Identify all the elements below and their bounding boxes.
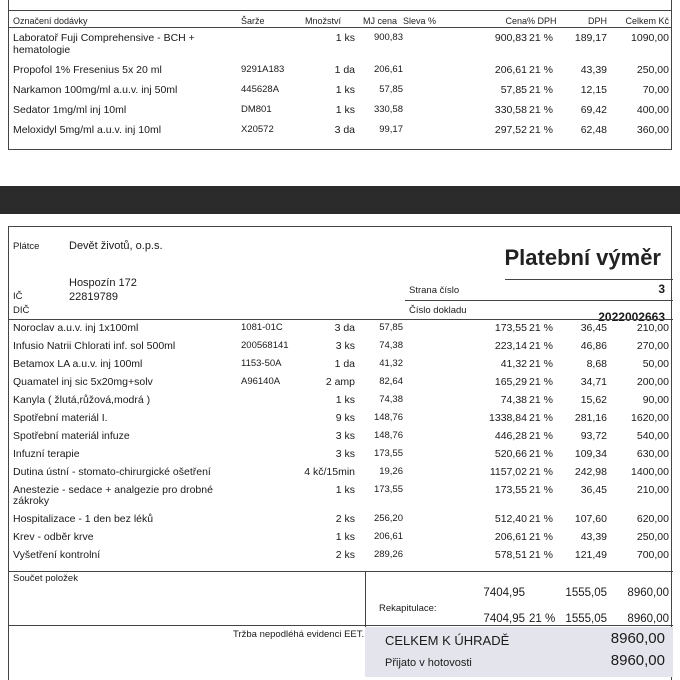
eet-note: Tržba nepodléhá evidenci EET. bbox=[233, 629, 365, 640]
header-discount: Sleva % bbox=[403, 16, 437, 26]
row-name1: Infuzní terapie bbox=[13, 448, 80, 460]
row-name1: Narkamon 100mg/ml a.u.v. inj 50ml bbox=[13, 84, 178, 96]
header-unit-price: MJ cena bbox=[363, 16, 398, 26]
row-qty: 3 ks bbox=[335, 340, 355, 352]
row-vat: 93,72 bbox=[580, 430, 607, 442]
total-due-label: CELKEM K ÚHRADĚ bbox=[385, 633, 510, 648]
row-vat: 43,39 bbox=[580, 531, 607, 543]
row-price: 1338,84 bbox=[489, 412, 527, 424]
row-vat: 189,17 bbox=[574, 32, 607, 44]
recap-vat-pct: 21 % bbox=[529, 613, 556, 625]
row-vat: 46,86 bbox=[580, 340, 607, 352]
page-number-value: 3 bbox=[658, 282, 665, 296]
row-vat: 36,45 bbox=[580, 322, 607, 334]
rule bbox=[505, 279, 673, 280]
row-total: 50,00 bbox=[642, 358, 669, 370]
ic-value: 22819789 bbox=[69, 291, 118, 303]
rule bbox=[9, 319, 673, 320]
dic-label: DIČ bbox=[13, 305, 30, 316]
row-qty: 2 ks bbox=[335, 549, 355, 561]
recap-total: 8960,00 bbox=[627, 613, 669, 625]
row-total: 400,00 bbox=[636, 104, 669, 116]
doc-number-label: Číslo dokladu bbox=[409, 305, 467, 316]
row-price: 206,61 bbox=[494, 531, 527, 543]
row-total: 630,00 bbox=[636, 448, 669, 460]
row-qty: 1 ks bbox=[335, 394, 355, 406]
row-price: 446,28 bbox=[494, 430, 527, 442]
ic-label: IČ bbox=[13, 291, 23, 302]
row-vat-pct: 21 % bbox=[529, 124, 553, 136]
row-vat: 43,39 bbox=[580, 64, 607, 76]
sum-label: Součet položek bbox=[13, 573, 78, 584]
header-price: Cena bbox=[505, 16, 527, 26]
sum-price: 7404,95 bbox=[483, 587, 525, 599]
payer-address: Hospozín 172 bbox=[69, 277, 137, 289]
recap-label: Rekapitulace: bbox=[379, 603, 437, 614]
row-total: 620,00 bbox=[636, 513, 669, 525]
row-vat-pct: 21 % bbox=[529, 484, 553, 496]
payer-label: Plátce bbox=[13, 241, 40, 252]
row-name1: Meloxidyl 5mg/ml a.u.v. inj 10ml bbox=[13, 124, 162, 136]
row-total: 210,00 bbox=[636, 484, 669, 496]
row-qty: 3 da bbox=[334, 124, 355, 136]
row-qty: 3 ks bbox=[335, 430, 355, 442]
sum-total: 8960,00 bbox=[627, 587, 669, 599]
row-total: 1090,00 bbox=[631, 32, 669, 44]
row-price: 900,83 bbox=[494, 32, 527, 44]
row-qty: 1 ks bbox=[335, 32, 355, 44]
row-total: 1620,00 bbox=[631, 412, 669, 424]
row-vat-pct: 21 % bbox=[529, 32, 553, 44]
sum-vat: 1555,05 bbox=[565, 587, 607, 599]
row-name1: Dutina ústní - stomato-chirurgické ošetření bbox=[13, 466, 211, 478]
row-vat: 62,48 bbox=[580, 124, 607, 136]
row-name1: Sedator 1mg/ml inj 10ml bbox=[13, 104, 127, 116]
recap-vat: 1555,05 bbox=[565, 613, 607, 625]
row-vat-pct: 21 % bbox=[529, 513, 553, 525]
row-vat-pct: 21 % bbox=[529, 430, 553, 442]
row-price: 41,32 bbox=[500, 358, 527, 370]
row-batch: 445628A bbox=[241, 84, 280, 95]
row-batch: A96140A bbox=[241, 376, 281, 387]
row-price: 165,29 bbox=[494, 376, 527, 388]
row-unit-price: 74,38 bbox=[379, 340, 403, 351]
row-batch: 1081-01C bbox=[241, 322, 283, 333]
row-total: 270,00 bbox=[636, 340, 669, 352]
row-vat-pct: 21 % bbox=[529, 549, 553, 561]
row-unit-price: 148,76 bbox=[373, 412, 403, 423]
row-name-continued: zákroky bbox=[13, 495, 50, 507]
table-header bbox=[9, 10, 671, 28]
row-name1: Infusio Natrii Chlorati inf. sol 500ml bbox=[13, 340, 176, 352]
row-qty: 2 amp bbox=[325, 376, 355, 388]
row-total: 90,00 bbox=[642, 394, 669, 406]
row-vat: 15,62 bbox=[580, 394, 607, 406]
invoice-page bbox=[8, 226, 672, 680]
invoice-page-previous bbox=[8, 0, 672, 150]
row-batch: 1153-50A bbox=[241, 358, 282, 369]
row-vat-pct: 21 % bbox=[529, 466, 553, 478]
total-due-box bbox=[365, 627, 673, 677]
row-qty: 2 ks bbox=[335, 513, 355, 525]
header-vat-pct: % DPH bbox=[527, 16, 557, 26]
row-price: 173,55 bbox=[494, 484, 527, 496]
row-name-continued: hematologie bbox=[13, 44, 71, 56]
row-qty: 1 da bbox=[334, 64, 355, 76]
row-total: 70,00 bbox=[642, 84, 669, 96]
row-name1: Noroclav a.u.v. inj 1x100ml bbox=[13, 322, 139, 334]
row-vat: 8,68 bbox=[586, 358, 607, 370]
row-vat-pct: 21 % bbox=[529, 358, 553, 370]
row-unit-price: 206,61 bbox=[373, 531, 403, 542]
row-total: 540,00 bbox=[636, 430, 669, 442]
rule bbox=[405, 300, 673, 301]
row-unit-price: 173,55 bbox=[373, 448, 403, 459]
row-price: 512,40 bbox=[494, 513, 527, 525]
row-vat-pct: 21 % bbox=[529, 340, 553, 352]
row-unit-price: 57,85 bbox=[379, 84, 403, 95]
row-vat-pct: 21 % bbox=[529, 394, 553, 406]
document-title: Platební výměr bbox=[504, 245, 661, 270]
page-number-label: Strana číslo bbox=[409, 285, 460, 296]
paid-cash-label: Přijato v hotovosti bbox=[385, 657, 472, 669]
row-vat: 109,34 bbox=[574, 448, 607, 460]
row-vat-pct: 21 % bbox=[529, 64, 553, 76]
row-total: 700,00 bbox=[636, 549, 669, 561]
row-name1: Vyšetření kontrolní bbox=[13, 549, 101, 561]
rule bbox=[9, 625, 673, 626]
row-name1: Betamox LA a.u.v. inj 100ml bbox=[13, 358, 143, 370]
row-total: 1400,00 bbox=[631, 466, 669, 478]
row-name1: Propofol 1% Fresenius 5x 20 ml bbox=[13, 64, 162, 76]
row-name1: Kanyla ( žlutá,růžová,modrá ) bbox=[13, 394, 151, 406]
row-price: 330,58 bbox=[494, 104, 527, 116]
row-price: 223,14 bbox=[494, 340, 527, 352]
header-qty: Množství bbox=[305, 16, 342, 26]
row-qty: 1 ks bbox=[335, 531, 355, 543]
row-name1: Hospitalizace - 1 den bez léků bbox=[13, 513, 154, 525]
row-unit-price: 57,85 bbox=[379, 322, 403, 333]
row-total: 210,00 bbox=[636, 322, 669, 334]
row-unit-price: 289,26 bbox=[373, 549, 403, 560]
row-vat: 12,15 bbox=[580, 84, 607, 96]
total-due-value: 8960,00 bbox=[610, 630, 665, 647]
row-batch: X20572 bbox=[241, 124, 274, 135]
row-name1: Spotřební materiál infuze bbox=[13, 430, 130, 442]
row-vat: 121,49 bbox=[574, 549, 607, 561]
row-price: 57,85 bbox=[500, 84, 527, 96]
row-qty: 3 da bbox=[334, 322, 355, 334]
row-name1: Quamatel inj sic 5x20mg+solv bbox=[13, 376, 153, 388]
payer-name: Devět životů, o.p.s. bbox=[69, 240, 163, 252]
row-unit-price: 99,17 bbox=[379, 124, 403, 135]
recap-price: 7404,95 bbox=[483, 613, 525, 625]
row-batch: 200568141 bbox=[241, 340, 289, 351]
row-unit-price: 173,55 bbox=[373, 484, 403, 495]
row-qty: 1 ks bbox=[335, 84, 355, 96]
row-unit-price: 256,20 bbox=[373, 513, 403, 524]
row-qty: 1 ks bbox=[335, 104, 355, 116]
row-price: 1157,02 bbox=[489, 466, 527, 478]
row-unit-price: 330,58 bbox=[373, 104, 403, 115]
row-unit-price: 900,83 bbox=[373, 32, 403, 43]
row-total: 360,00 bbox=[636, 124, 669, 136]
header-total: Celkem Kč bbox=[625, 16, 669, 26]
row-total: 250,00 bbox=[636, 531, 669, 543]
row-batch: 9291A183 bbox=[241, 64, 285, 75]
row-vat-pct: 21 % bbox=[529, 412, 553, 424]
row-qty: 1 ks bbox=[335, 484, 355, 496]
row-vat: 34,71 bbox=[580, 376, 607, 388]
row-vat: 69,42 bbox=[580, 104, 607, 116]
row-unit-price: 148,76 bbox=[373, 430, 403, 441]
header-batch: Šarže bbox=[241, 16, 265, 26]
row-price: 297,52 bbox=[494, 124, 527, 136]
row-qty: 1 da bbox=[334, 358, 355, 370]
row-price: 173,55 bbox=[494, 322, 527, 334]
row-name1: Anestezie - sedace + analgezie pro drobné bbox=[13, 484, 213, 496]
row-batch: DM801 bbox=[241, 104, 272, 115]
row-unit-price: 206,61 bbox=[373, 64, 403, 75]
row-total: 250,00 bbox=[636, 64, 669, 76]
row-vat-pct: 21 % bbox=[529, 448, 553, 460]
row-price: 520,66 bbox=[494, 448, 527, 460]
row-name1: Laboratoř Fuji Comprehensive - BCH + bbox=[13, 32, 195, 44]
row-vat: 107,60 bbox=[574, 513, 607, 525]
header-vat: DPH bbox=[587, 16, 607, 26]
row-vat-pct: 21 % bbox=[529, 531, 553, 543]
row-vat-pct: 21 % bbox=[529, 376, 553, 388]
row-qty: 9 ks bbox=[335, 412, 355, 424]
row-vat: 36,45 bbox=[580, 484, 607, 496]
row-price: 206,61 bbox=[494, 64, 527, 76]
row-unit-price: 74,38 bbox=[379, 394, 403, 405]
paid-cash-value: 8960,00 bbox=[610, 652, 665, 669]
row-unit-price: 82,64 bbox=[379, 376, 403, 387]
row-vat-pct: 21 % bbox=[529, 84, 553, 96]
rule bbox=[9, 571, 673, 572]
row-name1: Krev - odběr krve bbox=[13, 531, 94, 543]
row-vat-pct: 21 % bbox=[529, 322, 553, 334]
row-vat: 281,16 bbox=[574, 412, 607, 424]
header-name: Označení dodávky bbox=[13, 16, 88, 26]
doc-number-value: 2022002663 bbox=[598, 310, 665, 324]
row-total: 200,00 bbox=[636, 376, 669, 388]
row-vat: 242,98 bbox=[574, 466, 607, 478]
row-qty: 4 kč/15min bbox=[304, 466, 355, 478]
row-price: 74,38 bbox=[500, 394, 527, 406]
row-qty: 3 ks bbox=[335, 448, 355, 460]
page-gap bbox=[0, 186, 680, 214]
row-vat-pct: 21 % bbox=[529, 104, 553, 116]
row-price: 578,51 bbox=[494, 549, 527, 561]
row-unit-price: 41,32 bbox=[379, 358, 403, 369]
row-name1: Spotřební materiál I. bbox=[13, 412, 108, 424]
row-unit-price: 19,26 bbox=[379, 466, 403, 477]
